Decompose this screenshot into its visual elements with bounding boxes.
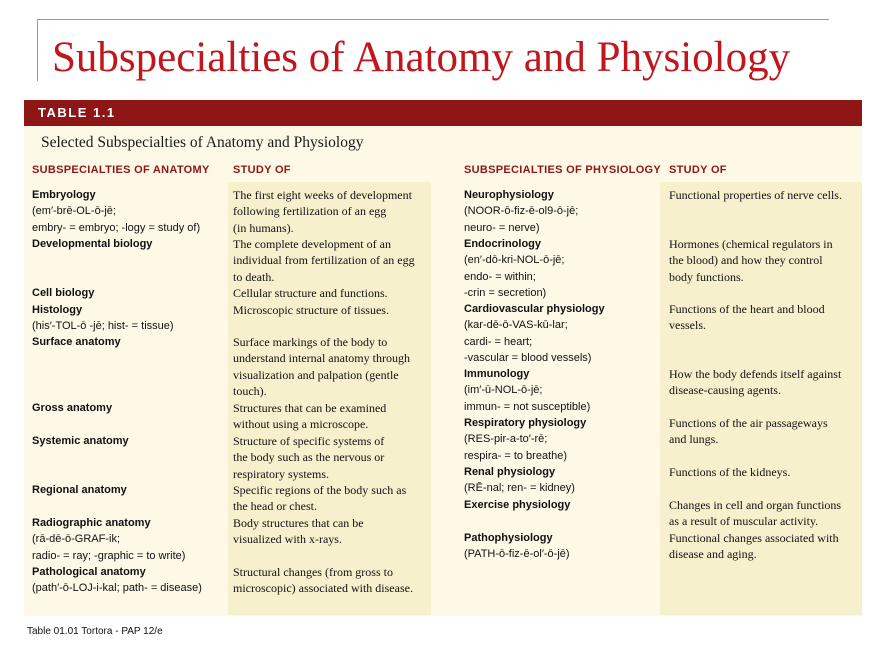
physiology-entry [464, 415, 586, 464]
entry-name: Respiratory physiology [464, 417, 587, 429]
entry-name: Systemic anatomy [32, 435, 129, 447]
study-line: body functions. [669, 269, 744, 284]
entry-detail: -vascular = blood vessels) [464, 351, 592, 364]
study-line: Structural changes (from gross to [233, 565, 393, 579]
anatomy-entry [32, 334, 121, 350]
entry-name: Surface anatomy [32, 336, 121, 348]
study-line: disease and aging. [669, 547, 757, 562]
header-anatomy: SUBSPECIALTIES OF ANATOMY [32, 164, 210, 176]
physiology-study [669, 236, 833, 285]
entry-detail: (kar-dē-ō-VAS-kū-lar; [464, 319, 568, 332]
entry-detail: (RES-pir-a-to′-rē; [464, 433, 548, 446]
anatomy-entry [32, 482, 127, 498]
study-line: understand internal anatomy through [233, 351, 410, 366]
entry-detail: neuro- = nerve) [464, 221, 540, 234]
study-line: Surface markings of the body to [233, 335, 388, 349]
entry-name: Neurophysiology [464, 189, 554, 201]
anatomy-entry [32, 515, 185, 564]
slide-footer: Table 01.01 Tortora - PAP 12/e [27, 626, 163, 637]
physiology-entry [464, 236, 564, 301]
entry-detail: (his′-TOL-ō -jē; hist- = tissue) [32, 320, 174, 333]
physiology-study [669, 415, 828, 448]
study-line: microscopic) associated with disease. [233, 581, 413, 596]
physiology-entry [464, 464, 575, 497]
entry-detail: (im′-ū-NOL-ō-jē; [464, 384, 543, 397]
anatomy-entry [32, 302, 174, 335]
study-line: touch). [233, 383, 267, 398]
header-anatomy-study: STUDY OF [233, 164, 291, 176]
physiology-entry [464, 301, 605, 366]
study-line: Functions of the air passageways [669, 416, 828, 430]
physiology-entry [464, 530, 570, 563]
entry-detail: (PATH-ō-fiz-ē-ol′-ō-jē) [464, 548, 570, 561]
study-line: without using a microscope. [233, 417, 369, 432]
entry-name: Renal physiology [464, 466, 556, 478]
study-line: Changes in cell and organ functions [669, 498, 842, 512]
entry-detail: (RĒ-nal; ren- = kidney) [464, 482, 575, 495]
anatomy-entry [32, 433, 129, 449]
study-line: Specific regions of the body such as [233, 483, 407, 497]
anatomy-entry [32, 285, 94, 301]
slide-title: Subspecialties of Anatomy and Physiology [52, 34, 791, 81]
study-line: disease-causing agents. [669, 383, 781, 398]
study-line: and lungs. [669, 432, 719, 447]
study-line: as a result of muscular activity. [669, 514, 819, 529]
study-line: Functional changes associated with [669, 531, 839, 545]
anatomy-study [233, 400, 386, 433]
anatomy-study [233, 236, 415, 285]
entry-name: Cardiovascular physiology [464, 303, 605, 315]
physiology-study [669, 187, 842, 203]
entry-detail: (em′-brē-OL-ō-jē; [32, 205, 116, 218]
entry-name: Pathological anatomy [32, 566, 146, 578]
entry-name: Gross anatomy [32, 402, 113, 414]
entry-name: Endocrinology [464, 238, 541, 250]
entry-detail: cardi- = heart; [464, 335, 533, 348]
anatomy-entry [32, 400, 112, 416]
anatomy-entry [32, 187, 200, 236]
entry-name: Histology [32, 304, 83, 316]
physiology-study [669, 497, 841, 530]
anatomy-study [233, 482, 406, 515]
anatomy-study [233, 285, 388, 301]
anatomy-study [233, 187, 412, 236]
study-line: Cellular structure and functions. [233, 286, 388, 300]
anatomy-study [233, 433, 384, 482]
table-caption: Selected Subspecialties of Anatomy and Physiology [41, 134, 364, 151]
physiology-study [669, 464, 790, 480]
entry-name: Regional anatomy [32, 484, 127, 496]
physiology-entry [464, 366, 590, 415]
study-line: Functions of the kidneys. [669, 465, 791, 479]
study-line: visualized with x-rays. [233, 532, 342, 547]
study-line: the body such as the nervous or [233, 450, 385, 465]
study-line: vessels. [669, 318, 706, 333]
header-physiology: SUBSPECIALTIES OF PHYSIOLOGY [464, 164, 662, 176]
physiology-study [669, 530, 839, 563]
entry-name: Exercise physiology [464, 499, 571, 511]
anatomy-study [233, 564, 413, 597]
entry-detail: radio- = ray; -graphic = to write) [32, 549, 186, 562]
entry-detail: respira- = to breathe) [464, 449, 568, 462]
entry-detail: endo- = within; [464, 270, 536, 283]
physiology-entry [464, 187, 578, 236]
anatomy-study [233, 334, 410, 399]
entry-name: Embryology [32, 189, 96, 201]
study-line: The complete development of an [233, 237, 391, 251]
entry-detail: -crin = secretion) [464, 286, 547, 299]
side-rule [37, 19, 38, 81]
entry-detail: (path′-ō-LOJ-i-kal; path- = disease) [32, 582, 202, 595]
entry-detail: (en′-dō-kri-NOL-ō-jē; [464, 254, 565, 267]
table-label: TABLE 1.1 [38, 105, 116, 120]
study-line: Structure of specific systems of [233, 434, 385, 448]
study-line: individual from fertilization of an egg [233, 253, 415, 268]
entry-detail: immun- = not susceptible) [464, 400, 591, 413]
table-label-bar [24, 100, 862, 126]
entry-name: Cell biology [32, 287, 95, 299]
study-line: visualization and palpation (gentle [233, 367, 399, 382]
study-line: Microscopic structure of tissues. [233, 303, 389, 317]
study-line: the blood) and how they control [669, 253, 823, 268]
study-line: (in humans). [233, 220, 294, 235]
study-line: Functions of the heart and blood [669, 302, 825, 316]
entry-name: Radiographic anatomy [32, 517, 151, 529]
anatomy-study [233, 302, 389, 318]
study-line: Functional properties of nerve cells. [669, 188, 842, 202]
study-line: to death. [233, 269, 275, 284]
study-line: respiratory systems. [233, 466, 329, 481]
physiology-study [669, 301, 825, 334]
top-rule [37, 19, 829, 20]
study-line: following fertilization of an egg [233, 204, 387, 219]
anatomy-entry [32, 564, 202, 597]
entry-detail: embry- = embryo; -logy = study of) [32, 221, 201, 234]
study-line: Body structures that can be [233, 516, 364, 530]
study-line: the head or chest. [233, 499, 317, 514]
study-line: The first eight weeks of development [233, 188, 412, 202]
study-line: Hormones (chemical regulators in [669, 237, 833, 251]
anatomy-entry [32, 236, 152, 252]
study-line: How the body defends itself against [669, 367, 842, 381]
entry-name: Pathophysiology [464, 532, 553, 544]
entry-name: Developmental biology [32, 238, 153, 250]
study-line: Structures that can be examined [233, 401, 387, 415]
entry-detail: (rā-dē-ō-GRAF-ik; [32, 533, 121, 546]
header-physiology-study: STUDY OF [669, 164, 727, 176]
anatomy-study [233, 515, 364, 548]
physiology-entry [464, 497, 570, 513]
physiology-study [669, 366, 841, 399]
entry-detail: (NOOR-ō-fiz-ē-ol9-ō-jē; [464, 205, 579, 218]
entry-name: Immunology [464, 368, 530, 380]
